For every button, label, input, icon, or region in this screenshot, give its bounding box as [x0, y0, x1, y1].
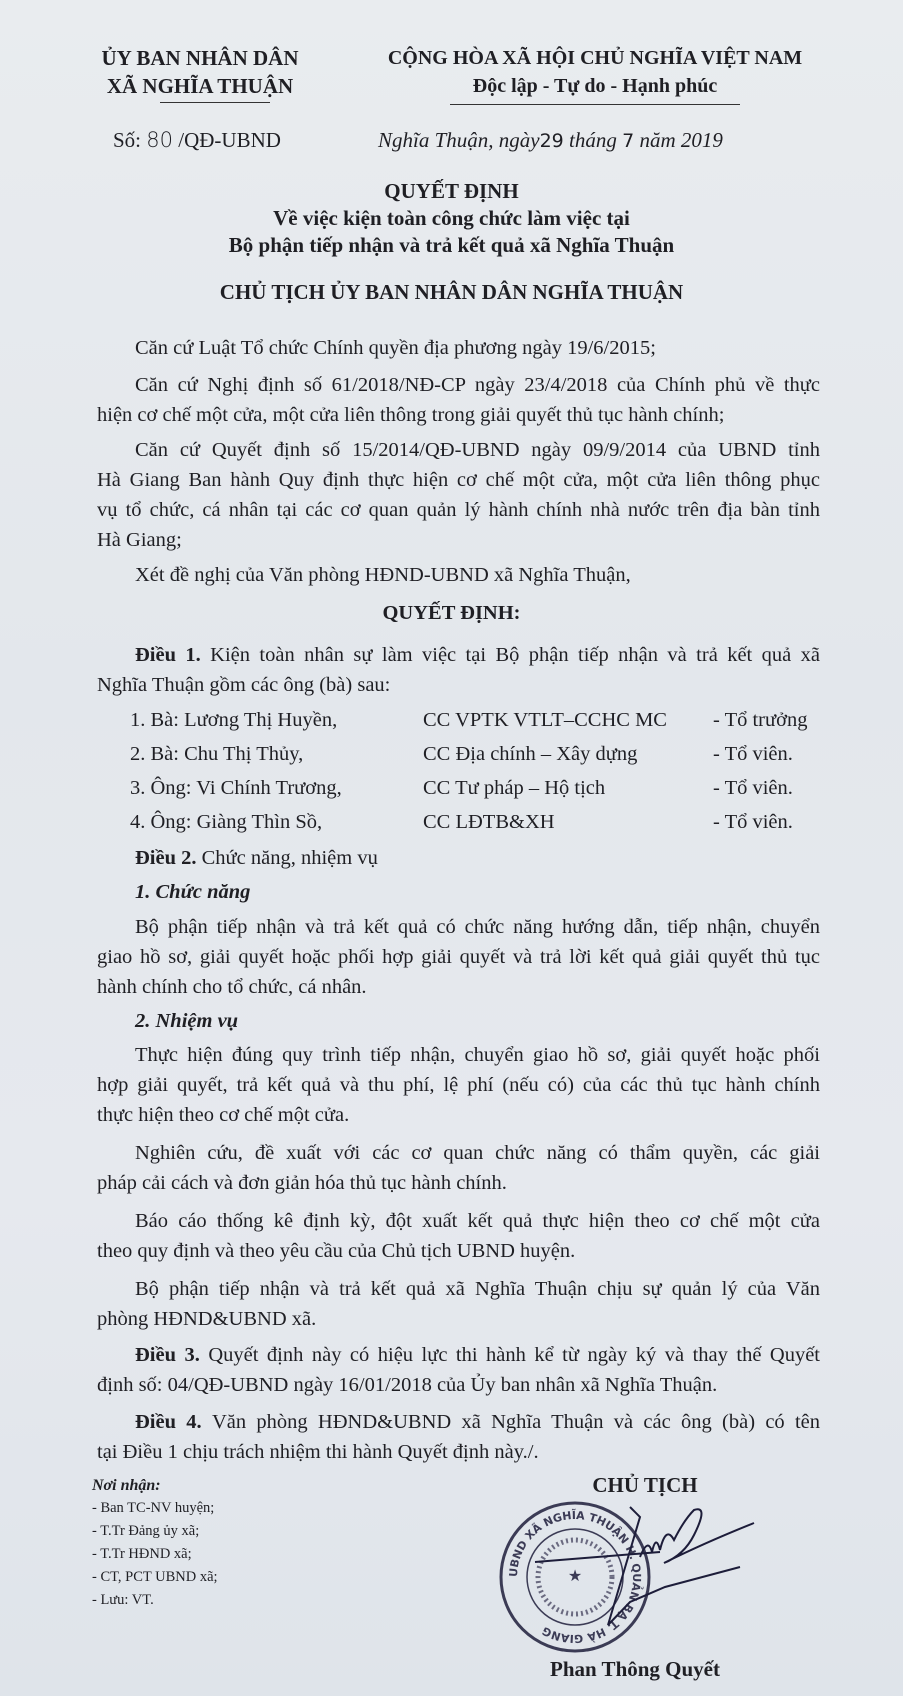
authority-heading: CHỦ TỊCH ỦY BAN NHÂN DÂN NGHĨA THUẬN	[219, 280, 684, 304]
recipient-item: - Lưu: VT.	[92, 1592, 154, 1608]
nation-line1: CỘNG HÒA XÃ HỘI CHỦ NGHĨA VIỆT NAM	[387, 47, 803, 69]
duty-line: pháp cải cách và đơn giản hóa thủ tục hành chính.	[97, 1172, 507, 1194]
title-subject-1: Về việc kiện toàn công chức làm việc tại	[273, 206, 630, 230]
article-label: Điều 4.	[135, 1411, 212, 1433]
legal-basis-line: Căn cứ Quyết định số 15/2014/QĐ-UBND ngày 09/9/2014 của UBND tỉnh	[135, 439, 820, 461]
document-number: Số: 80 /QĐ-UBND	[113, 128, 281, 152]
legal-basis-line: Hà Giang;	[97, 529, 182, 551]
article-4-line: Điều 4. Văn phòng HĐND&UBND xã Nghĩa Thuận và các ông (bà) có tên	[135, 1411, 820, 1433]
duty-line: Thực hiện đúng quy trình tiếp nhận, chuyển giao hồ sơ, giải quyết hoặc phối	[135, 1044, 820, 1066]
member-role: - Tổ viên.	[713, 743, 793, 765]
article-3-line: Điều 3. Quyết định này có hiệu lực thi hành kể từ ngày ký và thay thế Quyết	[135, 1344, 820, 1366]
recipient-item: - CT, PCT UBND xã;	[92, 1569, 218, 1585]
member-position: CC Địa chính – Xây dựng	[423, 743, 638, 765]
duty-line: hợp giải quyết, trả kết quả và thu phí, lệ phí (nếu có) của các thủ tục hành chính	[97, 1074, 820, 1096]
function-line: giao hồ sơ, giải quyết hoặc phối hợp giải quyết và trả lời kết quả giải quyết thủ tục	[97, 946, 820, 968]
article-1-line: Điều 1. Kiện toàn nhân sự làm việc tại Bộ phận tiếp nhận và trả kết quả xã	[135, 644, 820, 666]
national-motto	[335, 44, 855, 100]
member-role: - Tổ viên.	[713, 777, 793, 799]
svg-text:★: ★	[567, 1568, 583, 1585]
duty-line: Nghiên cứu, đề xuất với các cơ quan chức năng có thẩm quyền, các giải	[135, 1142, 820, 1164]
article-label: Điều 1.	[135, 644, 211, 666]
duty-line: Báo cáo thống kê định kỳ, đột xuất kết quả thực hiện theo cơ chế một cửa	[135, 1210, 820, 1232]
member-position: CC LĐTB&XH	[423, 811, 555, 833]
section-title: 2. Nhiệm vụ	[135, 1010, 239, 1032]
recipient-item: - Ban TC-NV huyện;	[92, 1500, 215, 1516]
article-1-line: Nghĩa Thuận gồm các ông (bà) sau:	[97, 674, 391, 696]
function-line: hành chính cho tổ chức, cá nhân.	[97, 976, 367, 998]
duty-line: phòng HĐND&UBND xã.	[97, 1308, 317, 1330]
motto-underline	[450, 104, 740, 105]
legal-basis-line: Căn cứ Nghị định số 61/2018/NĐ-CP ngày 23/4/2018 của Chính phủ về thực	[135, 374, 820, 396]
issuing-org	[55, 44, 345, 100]
recipients-title: Nơi nhận:	[92, 1477, 161, 1494]
org-line1: ỦY BAN NHÂN DÂN	[101, 46, 299, 70]
document-date: Nghĩa Thuận, ngày29 tháng 7 năm 2019	[378, 128, 723, 152]
legal-basis-line: vụ tổ chức, cá nhân tại các cơ quan quản lý hành chính nhà nước trên địa bàn tỉnh	[97, 499, 820, 521]
duty-line: theo quy định và theo yêu cầu của Chủ tịch UBND huyện.	[97, 1240, 576, 1262]
signer-title: CHỦ TỊCH	[592, 1473, 698, 1497]
handwritten-day: 29	[539, 130, 564, 152]
recipients	[92, 1475, 218, 1612]
proposal-line: Xét đề nghị của Văn phòng HĐND-UBND xã Nghĩa Thuận,	[135, 564, 631, 586]
handwritten-number: 80	[146, 128, 173, 152]
article-label: Điều 3.	[135, 1344, 209, 1366]
signer-name: Phan Thông Quyết	[550, 1657, 720, 1681]
official-seal	[490, 1497, 760, 1657]
org-underline	[160, 102, 270, 103]
recipient-item: - T.Tr HĐND xã;	[92, 1546, 192, 1562]
document-title: QUYẾT ĐỊNH Về việc kiện toàn công chức làm việc tại Bộ phận tiếp nhận và trả kết quả xã Nghĩa Thuận	[0, 178, 903, 259]
member-name: 1. Bà: Lương Thị Huyền,	[130, 709, 338, 731]
org-line2: XÃ NGHĨA THUẬN	[106, 74, 294, 98]
title-subject-2: Bộ phận tiếp nhận và trả kết quả xã Nghĩa Thuận	[228, 233, 675, 257]
duty-line: Bộ phận tiếp nhận và trả kết quả xã Nghĩa Thuận chịu sự quản lý của Văn	[135, 1278, 820, 1300]
function-line: Bộ phận tiếp nhận và trả kết quả có chức năng hướng dẫn, tiếp nhận, chuyển	[135, 916, 820, 938]
section-title: 1. Chức năng	[135, 881, 251, 903]
decision-heading: QUYẾT ĐỊNH:	[382, 602, 521, 624]
article-label: Điều 2.	[135, 847, 202, 869]
svg-text:UBND XÃ NGHĨA THUẬN H. QUẢN BẠ: UBND XÃ NGHĨA THUẬN H. QUẢN BẠ T. HÀ GIANG	[506, 1508, 644, 1646]
member-role: - Tổ viên.	[713, 811, 793, 833]
recipient-item: - T.Tr Đảng ủy xã;	[92, 1523, 200, 1539]
legal-basis-line: Căn cứ Luật Tổ chức Chính quyền địa phương ngày 19/6/2015;	[135, 337, 656, 359]
member-name: 3. Ông: Vi Chính Trương,	[130, 777, 342, 799]
duty-line: thực hiện theo cơ chế một cửa.	[97, 1104, 350, 1126]
member-name: 4. Ông: Giàng Thìn Sồ,	[130, 811, 323, 833]
article-4-line: tại Điều 1 chịu trách nhiệm thi hành Quyết định này./.	[97, 1441, 539, 1463]
article-3-line: định số: 04/QĐ-UBND ngày 16/01/2018 của Ủy ban nhân xã Nghĩa Thuận.	[97, 1374, 718, 1396]
handwritten-month: 7	[622, 130, 635, 152]
member-role: - Tổ trưởng	[713, 709, 808, 731]
member-position: CC Tư pháp – Hộ tịch	[423, 777, 606, 799]
legal-basis-line: Hà Giang Ban hành Quy định thực hiện cơ chế một cửa, một cửa liên thông phục	[97, 469, 820, 491]
member-name: 2. Bà: Chu Thị Thủy,	[130, 743, 304, 765]
article-2-heading: Điều 2. Chức năng, nhiệm vụ	[135, 847, 378, 869]
legal-basis-line: hiện cơ chế một cửa, một cửa liên thông trong giải quyết thủ tục hành chính;	[97, 404, 725, 426]
member-position: CC VPTK VTLT–CCHC MC	[423, 709, 667, 731]
nation-line2: Độc lập - Tự do - Hạnh phúc	[472, 75, 718, 97]
